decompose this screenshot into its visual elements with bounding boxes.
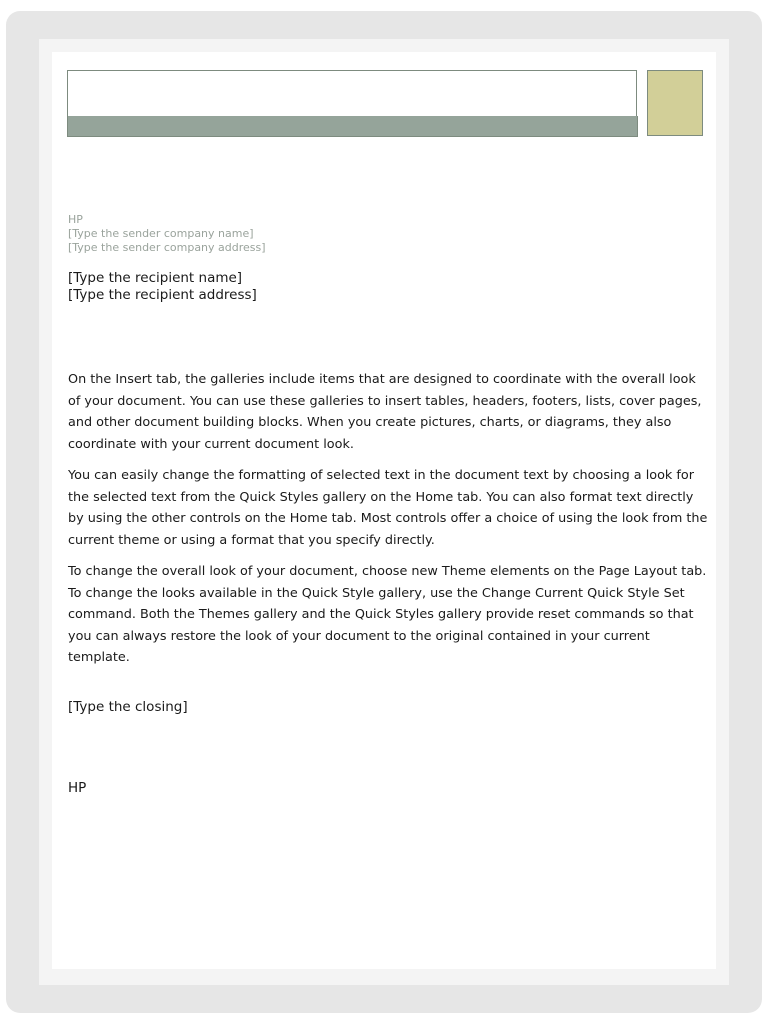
sender-block [68, 213, 266, 255]
body-paragraph: On the Insert tab, the galleries include items that are designed to coordinate with the overall look of your document. You can use these galleries to insert tables, headers, footers, lists, cover pages, and other document building blocks. When you create pictures, charts, or diagrams, they also coordinate with your current document look. [68, 372, 702, 452]
signature: HP [68, 780, 87, 796]
sender-company-name: [Type the sender company name] [68, 227, 254, 240]
letter-body [68, 369, 708, 679]
recipient-address: [Type the recipient address] [68, 287, 257, 303]
body-paragraph: You can easily change the formatting of selected text in the document text by choosing a look for the selected text from the Quick Styles gallery on the Home tab. You can also format text directly by using the other controls on the Home tab. Most controls offer a choice of using the look from the current theme or using a format that you specify directly. [68, 468, 708, 548]
sender-company-address: [Type the sender company address] [68, 241, 266, 254]
body-paragraph: To change the overall look of your document, choose new Theme elements on the Page Layout tab. To change the looks available in the Quick Style gallery, use the Change Current Quick Style Set command. Both the Themes gallery and the Quick Styles gallery provide reset commands so that you can always restore the look of your document to the original contained in your current template. [68, 564, 707, 665]
recipient-name: [Type the recipient name] [68, 270, 243, 286]
header-band [67, 116, 638, 137]
recipient-block [68, 270, 257, 304]
header-accent-square [647, 70, 703, 136]
closing: [Type the closing] [68, 699, 188, 715]
sender-name: HP [68, 213, 83, 226]
